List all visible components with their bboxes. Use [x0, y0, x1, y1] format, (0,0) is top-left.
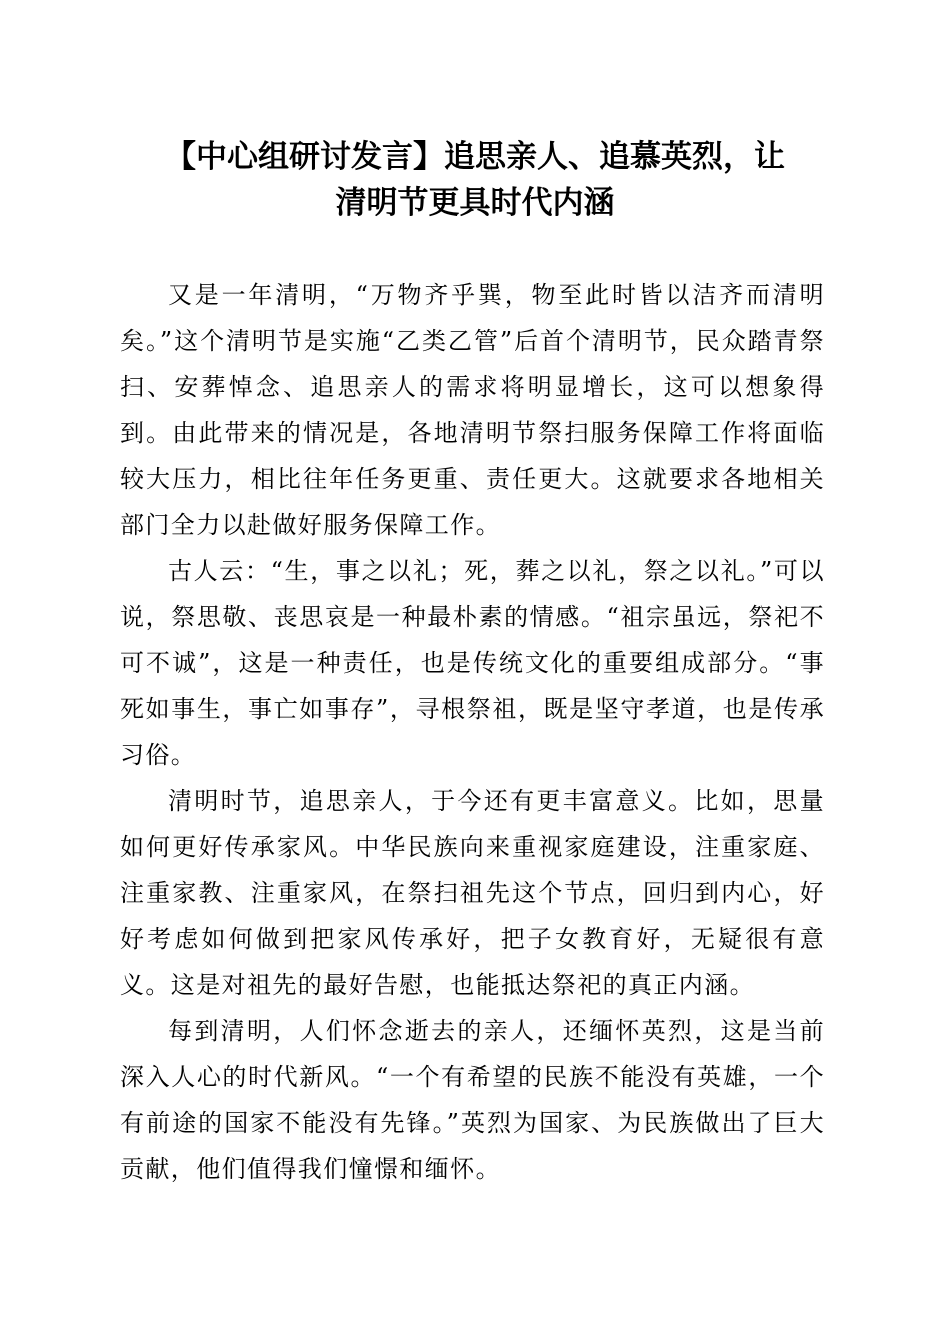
document-body [120, 272, 825, 1192]
paragraph-1: 又是一年清明，“万物齐乎巽，物至此时皆以洁齐而清明矣。”这个清明节是实施“乙类乙管”后首个清明节，民众踏青祭扫、安葬悼念、追思亲人的需求将明显增长，这可以想象得到。由此带来的情况是，各地清明节祭扫服务保障工作将面临较大压力，相比往年任务更重、责任更大。这就要求各地相关部门全力以赴做好服务保障工作。 [120, 281, 825, 539]
title-line-2: 清明节更具时代内涵 [335, 185, 615, 221]
title-line-1: 【中心组研讨发言】追思亲人、追慕英烈，让 [165, 139, 785, 175]
paragraph-4: 每到清明，人们怀念逝去的亲人，还缅怀英烈，这是当前深入人心的时代新风。“一个有希望的民族不能没有英雄，一个有前途的国家不能没有先锋。”英烈为国家、为民族做出了巨大贡献，他们值得我们憧憬和缅怀。 [120, 1017, 825, 1183]
paragraph-3: 清明时节，追思亲人，于今还有更丰富意义。比如，思量如何更好传承家风。中华民族向来重视家庭建设，注重家庭、注重家教、注重家风，在祭扫祖先这个节点，回归到内心，好好考虑如何做到把家风传承好，把子女教育好，无疑很有意义。这是对祖先的最好告慰，也能抵达祭祀的真正内涵。 [120, 787, 825, 999]
paragraph-2: 古人云：“生，事之以礼；死，葬之以礼，祭之以礼。”可以说，祭思敬、丧思哀是一种最朴素的情感。“祖宗虽远，祭祀不可不诚”，这是一种责任，也是传统文化的重要组成部分。“事死如事生，事亡如事存”，寻根祭祖，既是坚守孝道，也是传承习俗。 [120, 557, 825, 769]
document-title [110, 134, 840, 226]
